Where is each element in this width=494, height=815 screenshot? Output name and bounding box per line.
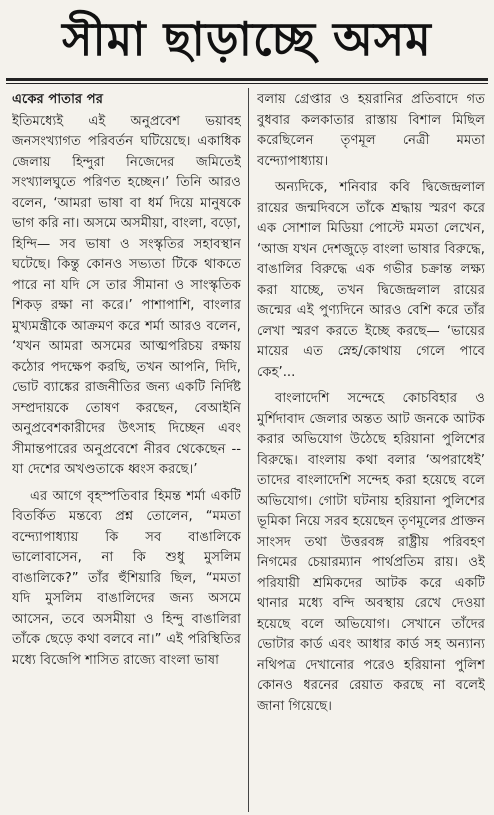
article-column-right: [257, 90, 485, 812]
paragraph: বলায় গ্রেপ্তার ও হয়রানির প্রতিবাদে গত বুধবার কলকাতার রাস্তায় বিশাল মিছিল করেছিলেন তৃণমূল নেত্রী মমতা বন্দ্যোপাধ্যায়।: [257, 92, 485, 169]
paragraph: এর আগে বৃহস্পতিবার হিমন্ত শর্মা একটি বিতর্কিত মন্তব্যে প্রশ্ন তোলেন, “মমতা বন্দ্যোপাধ্যায় কি সব বাঙালিকে ভালোবাসেন, না কি শুধু মুসলিম বাঙালিকে?” তাঁর হুঁশিয়ারি ছিল, “মমতা যদি মুসলিম বাঙালিদের জন্য অসমে আসেন, তবে অসমীয়া ও হিন্দু বাঙালিরা তাঁকে ছেড়ে কথা বলবে না।” এই পরিস্থিতির মধ্যে বিজেপি শাসিত রাজ্যে বাংলা ভাষা: [12, 488, 241, 668]
headline-rule-thick: [6, 78, 488, 81]
headline-rule-thin: [6, 83, 488, 84]
headline: সীমা ছাড়াচ্ছে অসম: [62, 12, 432, 66]
column-divider: [248, 88, 249, 812]
paragraph: ইতিমধ্যেই এই অনুপ্রবেশ ভয়াবহ জনসংখ্যাগত পরিবর্তন ঘটিয়েছে। একাধিক জেলায় হিন্দুরা নিজেদের জমিতেই সংখ্যালঘুতে পরিণত হচ্ছেন।’ তিনি আরও বলেন, ‘আমরা ভাষা বা ধর্ম দিয়ে মানুষকে ভাগ করি না। অসমে অসমীয়া, বাংলা, বড়ো, হিন্দি— সব ভাষা ও সংস্কৃতির সহাবস্থান ঘটেছে। কিন্তু কোনও সভ্যতা টিকে থাকতে পারে না যদি সে তার সীমানা ও সাংস্কৃতিক শিকড় রক্ষা না করে।’ পাশাপাশি, বাংলার মুখ্যমন্ত্রীকে আক্রমণ করে শর্মা আরও বলেন, ‘যখন আমরা অসমের আত্মপরিচয় রক্ষায় কঠোর পদক্ষেপ করছি, তখন আপনি, দিদি, ভোট ব্যাঙ্কের রাজনীতির জন্য একটি নির্দিষ্ট সম্প্রদায়কে তোষণ করছেন, বেআইনি অনুপ্রবেশকারীদের উৎসাহ দিচ্ছেন এবং সীমান্তপারের অনুপ্রবেশে নীরব থেকেছেন -- যা দেশের অখণ্ডতাকে ধ্বংস করছে।’: [12, 113, 241, 477]
continuation-kicker: একের পাতার পর: [12, 92, 103, 107]
paragraph: অন্যদিকে, শনিবার কবি দ্বিজেন্দ্রলাল রায়ের জন্মদিবসে তাঁকে শ্রদ্ধায় স্মরণ করে এক সোশাল মিডিয়া পোস্টে মমতা লেখেন, ‘আজ যখন দেশজুড়ে বাংলা ভাষার বিরুদ্ধে, বাঙালির বিরুদ্ধে এক গভীর চক্রান্ত লক্ষ্য করা যাচ্ছে, তখন দ্বিজেন্দ্রলাল রায়ের জন্মের এই পুণ্যদিনে আরও বেশি করে তাঁর লেখা স্মরণ করতে ইচ্ছে করছে— ‘ভায়ের মায়ের এত স্নেহ/কোথায় গেলে পাবে কেহ’...: [257, 180, 485, 380]
paragraph: বাংলাদেশি সন্দেহে কোচবিহার ও মুর্শিদাবাদ জেলার অন্তত আট জনকে আটক করার অভিযোগ উঠেছে হরিয়ানা পুলিশের বিরুদ্ধে। বাংলায় কথা বলার ‘অপরাধেই’ তাদের বাংলাদেশি সন্দেহ করা হয়েছে বলে অভিযোগ। গোটা ঘটনায় হরিয়ানা পুলিশের ভূমিকা নিয়ে সরব হয়েছেন তৃণমূলের প্রাক্তন সাংসদ তথা উত্তরবঙ্গ রাষ্ট্রীয় পরিবহণ নিগমের চেয়ারম্যান পার্থপ্রতিম রায়। ওই পরিযায়ী শ্রমিকদের আটক করে একটি থানার মধ্যে বন্দি অবস্থায় রেখে দেওয়া হয়েছে বলে অভিযোগ। সেখানে তাঁদের ভোটার কার্ড এবং আধার কার্ড সহ অন্যান্য নথিপত্র দেখানোর পরেও হরিয়ানা পুলিশ কোনও ধরনের রেয়াত করছে না বলেই জানা গিয়েছে।: [257, 391, 485, 714]
article-column-left: [12, 90, 241, 812]
